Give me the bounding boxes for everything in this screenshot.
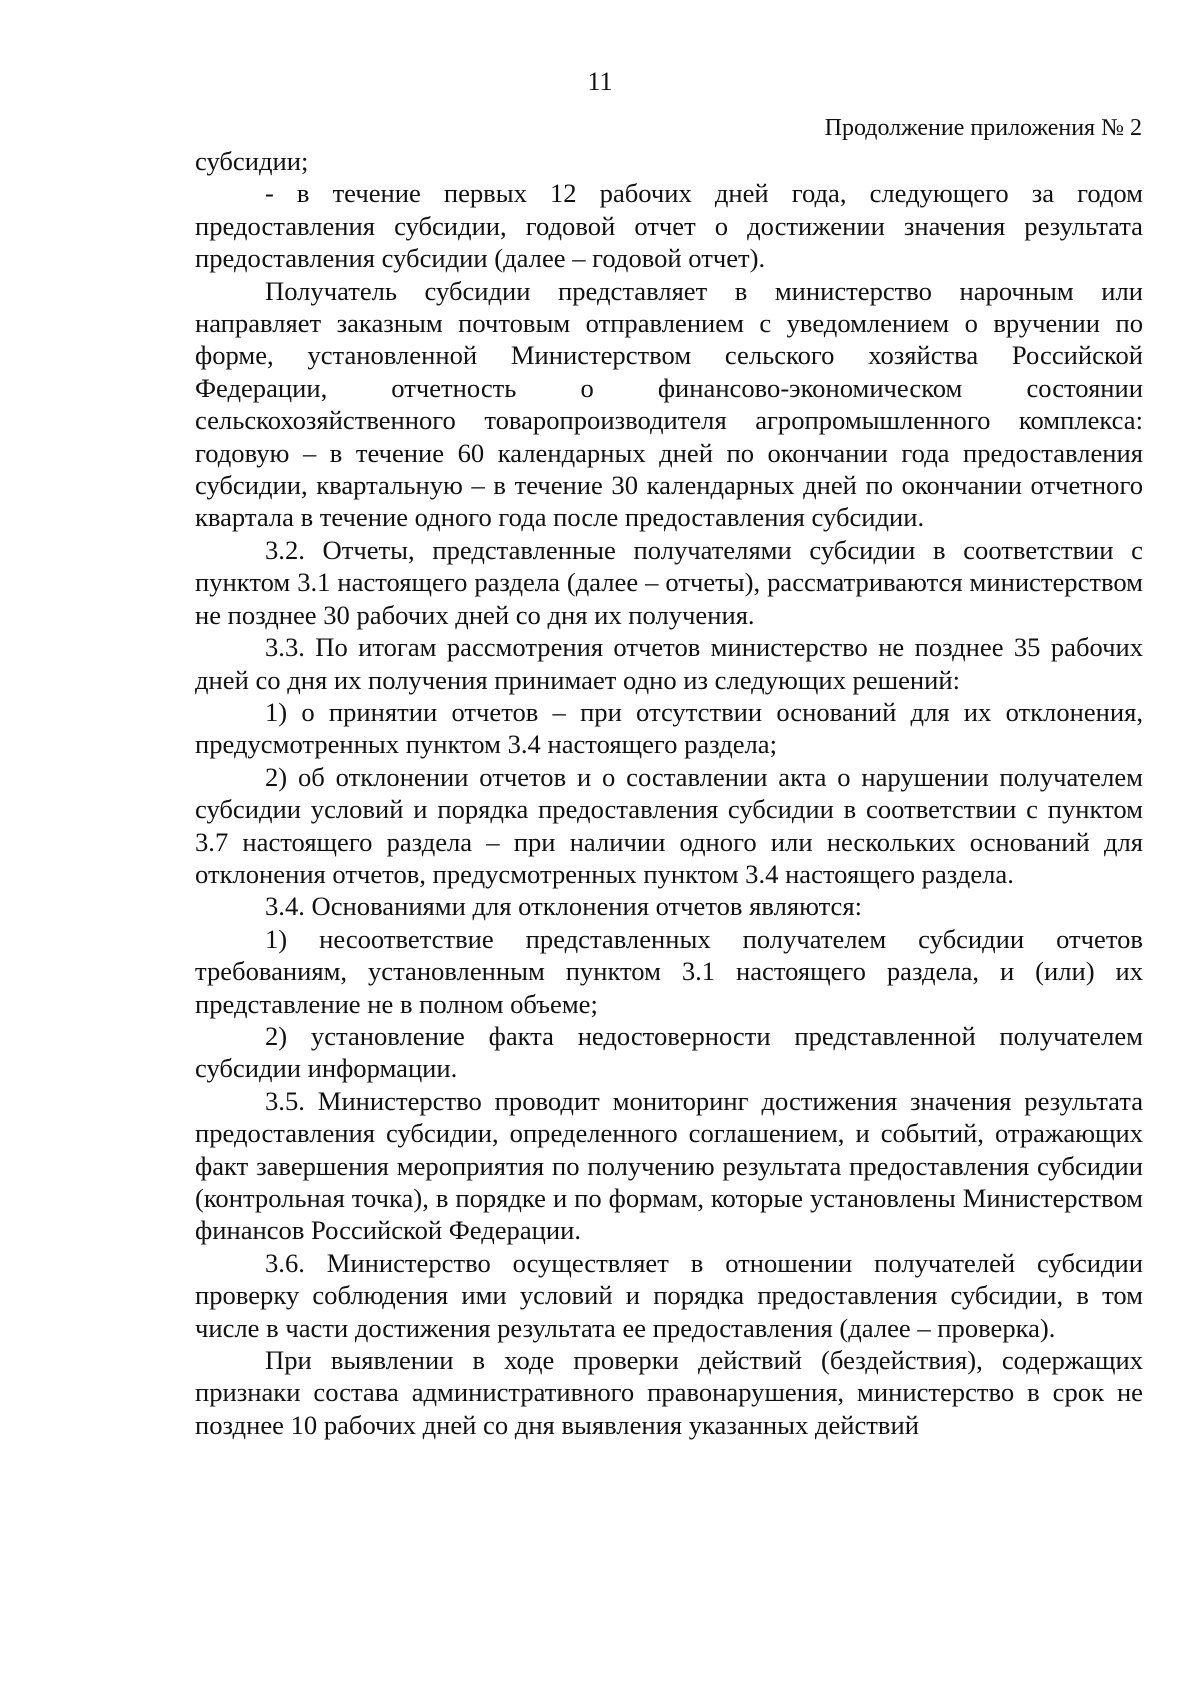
paragraph: 1) о принятии отчетов – при отсутствии оснований для их отклонения, предусмотренных пунктом 3.4 настоящего раздела; (195, 696, 1143, 760)
paragraph: субсидии; (195, 146, 309, 176)
paragraph: 3.2. Отчеты, представленные получателями субсидии в соответствии с пунктом 3.1 настоящего раздела (далее – отчеты), рассматриваются министерством не позднее 30 рабочих дней со дня их получения. (195, 534, 1143, 630)
paragraph: - в течение первых 12 рабочих дней года, следующего за годом предоставления субсидии, годовой отчет о достижении значения результата предоставления субсидии (далее – годовой отчет). (195, 178, 1143, 274)
paragraph: 3.5. Министерство проводит мониторинг достижения значения результата предоставления субсидии, определенного соглашением, и событий, отражающих факт завершения мероприятия по получению результата предоставления субсидии (контрольная точка), в порядке и по формам, которые установлены Министерством финансов Российской Федерации. (195, 1085, 1143, 1246)
paragraph: 3.3. По итогам рассмотрения отчетов министерство не позднее 35 рабочих дней со дня их получения принимает одно из следующих решений: (195, 632, 1143, 695)
paragraph: 2) об отклонении отчетов и о составлении акта о нарушении получателем субсидии условий и порядка предоставления субсидии в соответствии с пунктом 3.7 настоящего раздела – при наличии одного или нескольких оснований для отклонения отчетов, предусмотренных пунктом 3.4 настоящего раздела. (195, 761, 1143, 889)
paragraph: Получатель субсидии представляет в министерство нарочным или направляет заказным почтовым отправлением с уведомлением о вручении по форме, установленной Министерством сельского хозяйства Российской Федерации, отчетность о финансово-экономическом состоянии сельскохозяйственного товаропроизводителя агропромышленного комплекса: годовую – в течение 60 календарных дней по окончании года предоставления субсидии, квартальную – в течение 30 календарных дней по окончании отчетного квартала в течение одного года после предоставления субсидии. (195, 275, 1143, 533)
paragraph: При выявлении в ходе проверки действий (бездействия), содержащих признаки состава административного правонарушения, министерство в срок не позднее 10 рабочих дней со дня выявления указанных действий (195, 1345, 1143, 1440)
paragraph: 3.4. Основаниями для отклонения отчетов являются: (265, 891, 862, 922)
appendix-continuation-note: Продолжение приложения № 2 (824, 115, 1142, 141)
document-body (195, 145, 1143, 1441)
paragraph: 2) установление факта недостоверности представленной получателем субсидии информации. (195, 1020, 1143, 1084)
page-number: 11 (587, 67, 613, 96)
paragraph: 1) несоответствие представленных получателем субсидии отчетов требованиям, установленным пунктом 3.1 настоящего раздела, и (или) их представление не в полном объеме; (195, 923, 1143, 1019)
paragraph: 3.6. Министерство осуществляет в отношении получателей субсидии проверку соблюдения ими условий и порядка предоставления субсидии, в том числе в части достижения результата ее предоставления (далее – проверка). (195, 1247, 1143, 1343)
